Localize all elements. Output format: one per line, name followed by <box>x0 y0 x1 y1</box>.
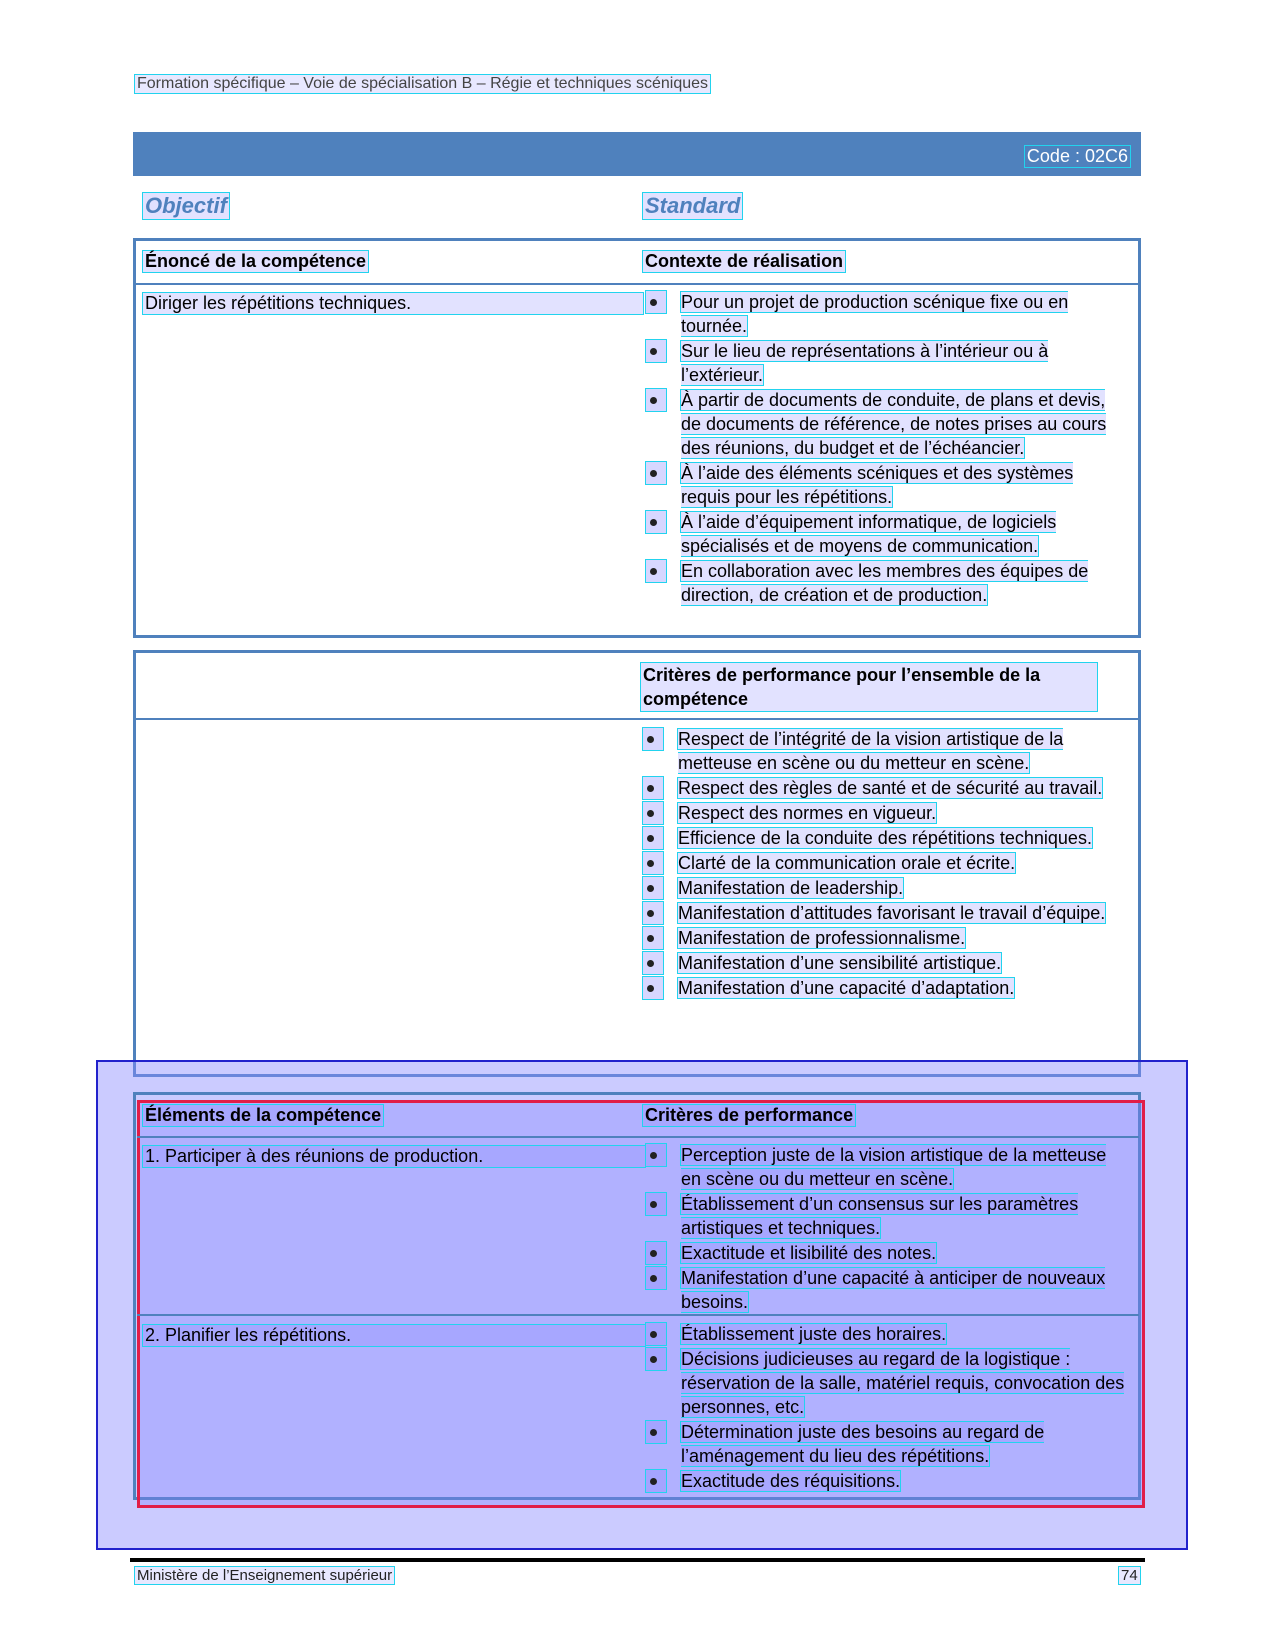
bullet-icon <box>642 951 664 975</box>
context-item <box>645 461 1120 509</box>
context-text: Pour un projet de production scénique fixe ou en tournée. <box>681 292 1069 336</box>
critere-ensemble-item <box>642 727 1122 775</box>
critere-element-2-text: Décisions judicieuses au regard de la logistique : réservation de la salle, matériel requis, convocation des personnes, etc. <box>681 1349 1125 1417</box>
element-row-2: 2. Planifier les répétitions. <box>142 1324 646 1347</box>
bullet-icon <box>645 1322 667 1346</box>
bullet-icon <box>642 901 664 925</box>
critere-element-2-item <box>645 1347 1125 1419</box>
critere-ensemble-item <box>642 801 1122 825</box>
critere-element-2-text: Établissement juste des horaires. <box>681 1324 947 1344</box>
critere-element-2-text: Détermination juste des besoins au regard de l’aménagement du lieu des répétitions. <box>681 1422 1045 1466</box>
critere-element-1-item <box>645 1266 1125 1314</box>
context-item <box>645 290 1120 338</box>
element-row-1: 1. Participer à des réunions de production. <box>142 1145 646 1168</box>
critere-element-1-text: Manifestation d’une capacité à anticiper de nouveaux besoins. <box>681 1268 1106 1312</box>
bullet-icon <box>645 1143 667 1167</box>
element-row-1-criteria <box>645 1143 1125 1315</box>
critere-element-2-text: Exactitude des réquisitions. <box>681 1471 901 1491</box>
critere-ensemble-text: Respect des normes en vigueur. <box>678 803 937 823</box>
bullet-icon <box>645 290 667 314</box>
context-list <box>645 290 1120 608</box>
bullet-icon <box>645 1347 667 1371</box>
critere-ensemble-item <box>642 851 1122 875</box>
context-text: Sur le lieu de représentations à l’intérieur ou à l’extérieur. <box>681 341 1049 385</box>
critere-ensemble-item <box>642 826 1122 850</box>
critere-ensemble-text: Respect de l’intégrité de la vision artistique de la metteuse en scène ou du metteur en scène. <box>678 729 1064 773</box>
critere-ensemble-text: Manifestation de leadership. <box>678 878 904 898</box>
critere-ensemble-item <box>642 876 1122 900</box>
context-text: À l’aide des éléments scéniques et des systèmes requis pour les répétitions. <box>681 463 1074 507</box>
bullet-icon <box>645 461 667 485</box>
context-text: À partir de documents de conduite, de plans et devis, de documents de référence, de notes prises au cours des réunions, du budget et de l’échéancier. <box>681 390 1107 458</box>
critere-ensemble-item <box>642 926 1122 950</box>
bullet-icon <box>642 876 664 900</box>
critere-ensemble-item <box>642 976 1122 1000</box>
critere-ensemble-text: Manifestation d’une sensibilité artistique. <box>678 953 1002 973</box>
bullet-icon <box>645 388 667 412</box>
critere-ensemble-text: Efficience de la conduite des répétitions techniques. <box>678 828 1092 848</box>
bullet-icon <box>645 559 667 583</box>
bullet-icon <box>645 1241 667 1265</box>
running-header: Formation spécifique – Voie de spécialisation B – Régie et techniques scéniques <box>134 74 711 94</box>
element-row-2-criteria <box>645 1322 1125 1494</box>
bullet-icon <box>642 851 664 875</box>
critere-ensemble-text: Manifestation d’attitudes favorisant le travail d’équipe. <box>678 903 1106 923</box>
contexte-header: Contexte de réalisation <box>642 250 846 273</box>
bullet-icon <box>642 776 664 800</box>
footer-ministry: Ministère de l’Enseignement supérieur <box>134 1566 395 1585</box>
section-title-standard: Standard <box>642 192 743 220</box>
critere-ensemble-text: Manifestation de professionnalisme. <box>678 928 966 948</box>
context-item <box>645 559 1120 607</box>
bullet-icon <box>642 826 664 850</box>
bullet-icon <box>642 976 664 1000</box>
critere-ensemble-text: Clarté de la communication orale et écrite. <box>678 853 1016 873</box>
elements-header-divider <box>137 1136 1139 1138</box>
footer-rule <box>130 1558 1145 1562</box>
bullet-icon <box>645 1192 667 1216</box>
criteres-ensemble-list <box>642 727 1122 1001</box>
critere-element-2-item <box>645 1322 1125 1346</box>
context-text: À l’aide d’équipement informatique, de logiciels spécialisés et de moyens de communication. <box>681 512 1057 556</box>
bullet-icon <box>645 1420 667 1444</box>
critere-element-1-item <box>645 1241 1125 1265</box>
bullet-icon <box>645 510 667 534</box>
critere-element-1-text: Exactitude et lisibilité des notes. <box>681 1243 937 1263</box>
competency-statement: Diriger les répétitions techniques. <box>142 292 644 315</box>
elements-header: Éléments de la compétence <box>142 1104 384 1127</box>
page-number: 74 <box>1118 1566 1141 1585</box>
section-title-objectif: Objectif <box>142 192 230 220</box>
critere-ensemble-item <box>642 776 1122 800</box>
critere-element-2-item <box>645 1420 1125 1468</box>
critere-ensemble-text: Manifestation d’une capacité d’adaptation. <box>678 978 1015 998</box>
criteres-header: Critères de performance <box>642 1104 856 1127</box>
bullet-icon <box>645 1469 667 1493</box>
context-text: En collaboration avec les membres des équipes de direction, de création et de production. <box>681 561 1089 605</box>
critere-element-1-item <box>645 1192 1125 1240</box>
bullet-icon <box>642 926 664 950</box>
bullet-icon <box>642 801 664 825</box>
critere-element-1-text: Perception juste de la vision artistique de la metteuse en scène ou du metteur en scène. <box>681 1145 1107 1189</box>
critere-element-2-item <box>645 1469 1125 1493</box>
bullet-icon <box>642 727 664 751</box>
critere-ensemble-item <box>642 951 1122 975</box>
enonce-header: Énoncé de la compétence <box>142 250 369 273</box>
bullet-icon <box>645 339 667 363</box>
criteres-ensemble-header: Critères de performance pour l’ensemble de la compétence <box>640 662 1098 712</box>
context-item <box>645 388 1120 460</box>
bullet-icon <box>645 1266 667 1290</box>
critere-element-1-item <box>645 1143 1125 1191</box>
context-item <box>645 339 1120 387</box>
critere-ensemble-item <box>642 901 1122 925</box>
competency-code: Code : 02C6 <box>1024 145 1131 168</box>
code-bar <box>133 132 1141 176</box>
context-item <box>645 510 1120 558</box>
critere-ensemble-text: Respect des règles de santé et de sécurité au travail. <box>678 778 1103 798</box>
critere-element-1-text: Établissement d’un consensus sur les paramètres artistiques et techniques. <box>681 1194 1079 1238</box>
